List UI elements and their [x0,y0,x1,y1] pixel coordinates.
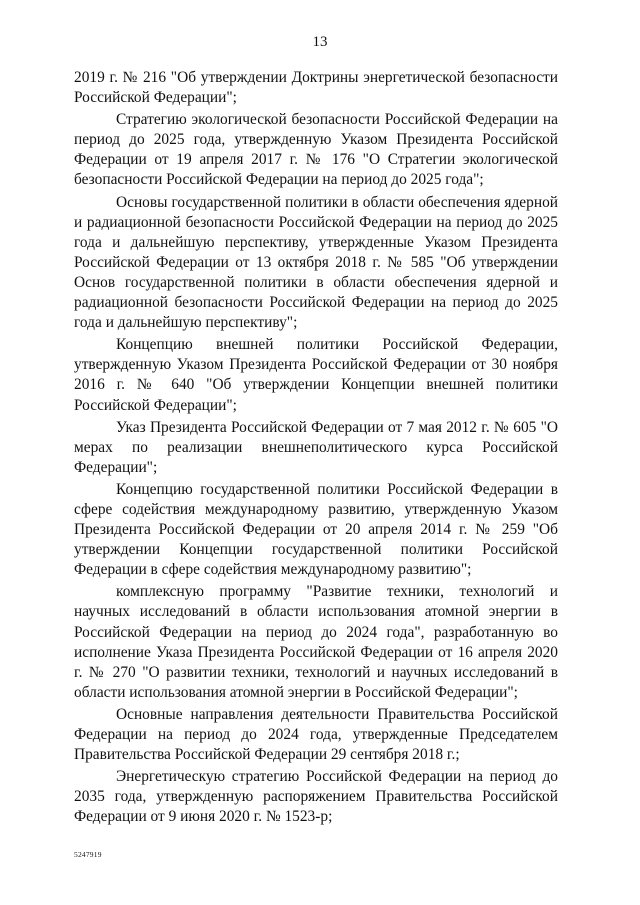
paragraph: Энергетическую стратегию Российской Федерации на период до 2035 года, утвержденную распоряжением Правительства Российской Федерации от 9 июня 2020 г. № 1523-р; [74,768,558,826]
paragraph: Указ Президента Российской Федерации от 7 мая 2012 г. № 605 "О мерах по реализации внешнеполитического курса Российской Федерации"; [74,418,558,476]
paragraph: комплексную программу "Развитие техники, технологий и научных исследований в области использования атомной энергии в Российской Федерации на период до 2024 года", разработанную во исполнение Указа Президента Российской Федерации от 16 апреля 2020 г. № 270 "О развитии техники, технологий и научных исследований в области использования атомной энергии в Российской Федерации"; [74,583,558,701]
page-number: 13 [312,34,328,50]
paragraph: Концепцию государственной политики Российской Федерации в сфере содействия международному развитию, утвержденную Указом Президента Российской Федерации от 20 апреля 2014 г. № 259 "Об утверждении Концепции государственной политики Российской Федерации в сфере содействия международному развитию"; [74,480,558,579]
document-code: 5247919 [74,850,102,859]
document-body [74,68,558,829]
paragraph: 2019 г. № 216 "Об утверждении Доктрины энергетической безопасности Российской Федерации"; [74,69,558,107]
paragraph: Основы государственной политики в области обеспечения ядерной и радиационной безопасности Российской Федерации на период до 2025 года и дальнейшую перспективу, утвержденные Указом Президента Российской Федерации от 13 октября 2018 г. № 585 "Об утверждении Основ государственной политики в области обеспечения ядерной и радиационной безопасности Российской Федерации на период до 2025 года и дальнейшую перспективу"; [74,193,558,332]
paragraph: Основные направления деятельности Правительства Российской Федерации на период до 2024 года, утвержденные Председателем Правительства Российской Федерации 29 сентября 2018 г.; [74,705,558,764]
paragraph: Стратегию экологической безопасности Российской Федерации на период до 2025 года, утвержденную Указом Президента Российской Федерации от 19 апреля 2017 г. № 176 "О Стратегии экологической безопасности Российской Федерации на период до 2025 года"; [74,111,558,189]
paragraph: Концепцию внешней политики Российской Федерации, утвержденную Указом Президента Российской Федерации от 30 ноября 2016 г. № 640 "Об утверждении Концепции внешней политики Российской Федерации"; [74,336,558,414]
